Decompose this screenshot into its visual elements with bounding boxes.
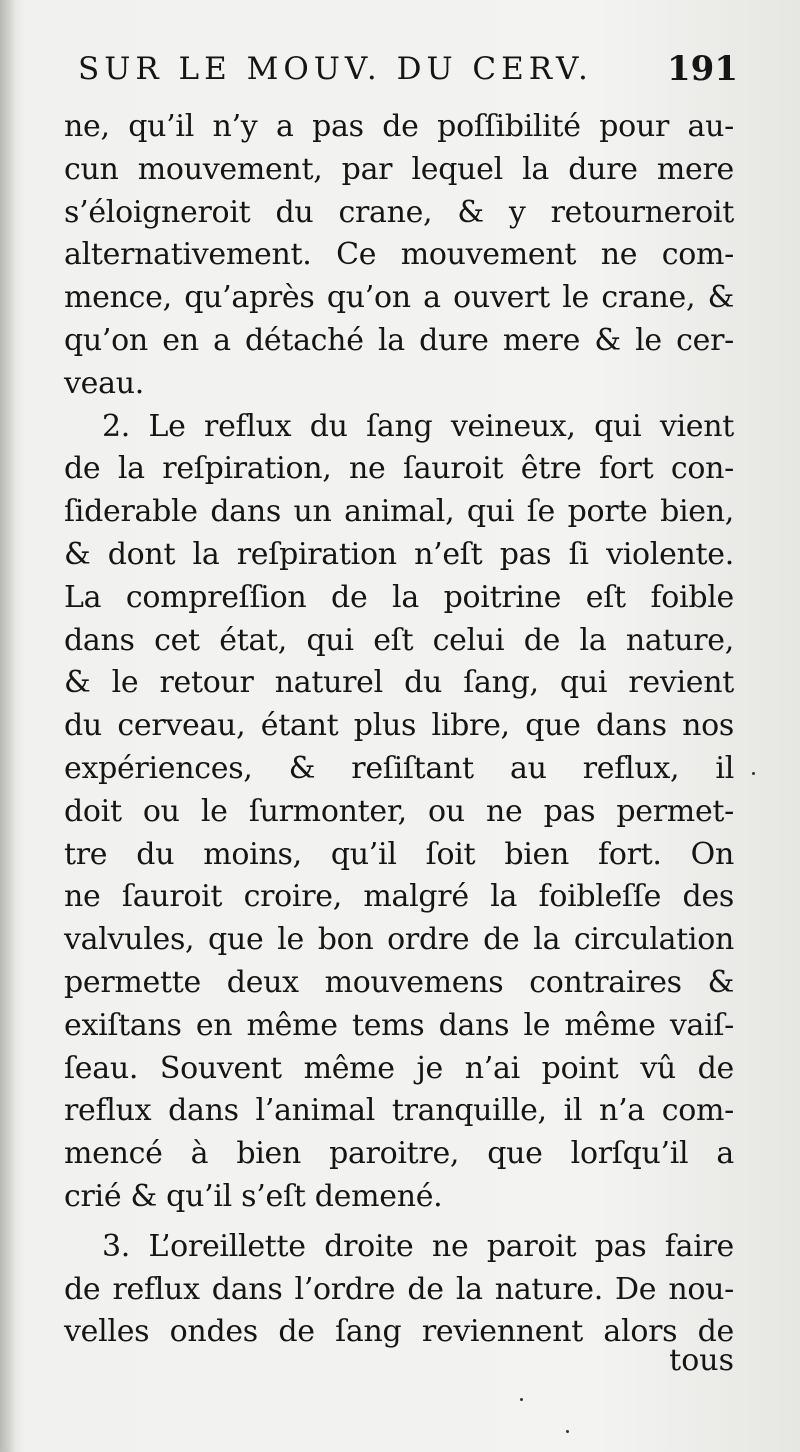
text-line: valvules, que le bon ordre de la circulation	[64, 922, 734, 958]
text-line: & le retour naturel du ſang, qui revient	[64, 665, 734, 701]
text-line: tre du moins, qu’il ſoit bien fort. On	[64, 836, 734, 872]
text-line: veau.	[64, 365, 144, 401]
text-line: ſiderable dans un animal, qui ſe porte bien,	[64, 494, 734, 530]
text-line: cun mouvement, par lequel la dure mere	[64, 151, 734, 187]
text-line: crié & qu’il s’eſt demené.	[64, 1178, 443, 1214]
ink-speck	[566, 1430, 569, 1433]
paragraph-start: 3. L’oreillette droite ne paroit pas faire	[102, 1228, 734, 1264]
text-line: du cerveau, étant plus libre, que dans nos	[64, 708, 734, 744]
text-line: ſeau. Souvent même je n’ai point vû de	[64, 1050, 734, 1086]
text-line: alternativement. Ce mouvement ne com-	[64, 237, 734, 273]
text-line: & dont la reſpiration n’eſt pas ſi violente.	[64, 536, 734, 572]
catchword: tous	[669, 1343, 734, 1378]
text-line: expériences, & reſiſtant au reflux, il	[64, 750, 734, 786]
text-line: s’éloigneroit du crane, & y retourneroit	[64, 194, 734, 230]
text-line: doit ou le ſurmonter, ou ne pas permet-	[64, 793, 734, 829]
text-line: de la reſpiration, ne ſauroit être fort con-	[64, 451, 734, 487]
text-line: de reflux dans l’ordre de la nature. De nou-	[64, 1271, 734, 1307]
text-line: ne ſauroit croire, malgré la foibleſſe des	[64, 879, 734, 915]
paragraph-start: 2. Le reflux du ſang veineux, qui vient	[102, 408, 734, 444]
page-header	[78, 44, 738, 94]
ink-speck	[752, 772, 755, 775]
text-line: dans cet état, qui eſt celui de la nature,	[64, 622, 734, 658]
page-number: 191	[667, 49, 738, 89]
text-line: permette deux mouvemens contraires &	[64, 964, 734, 1000]
ink-speck	[520, 1398, 523, 1401]
text-line: mencé à bien paroitre, que lorſqu’il a	[64, 1136, 734, 1172]
gutter-shadow	[0, 0, 16, 1452]
text-line: reflux dans l’animal tranquille, il n’a com-	[64, 1093, 734, 1129]
text-line: mence, qu’après qu’on a ouvert le crane, &	[64, 280, 734, 316]
text-line: qu’on en a détaché la dure mere & le cer-	[64, 322, 734, 358]
text-line: exiſtans en même tems dans le même vaiſ-	[64, 1007, 734, 1043]
running-head: SUR LE MOUV. DU CERV.	[78, 51, 593, 87]
text-line: ne, qu’il n’y a pas de poſſibilité pour au-	[64, 109, 734, 144]
body-text	[64, 106, 734, 1354]
text-line: La compreſſion de la poitrine eſt foible	[64, 579, 734, 615]
text-line: velles ondes de ſang reviennent alors de	[64, 1314, 734, 1350]
